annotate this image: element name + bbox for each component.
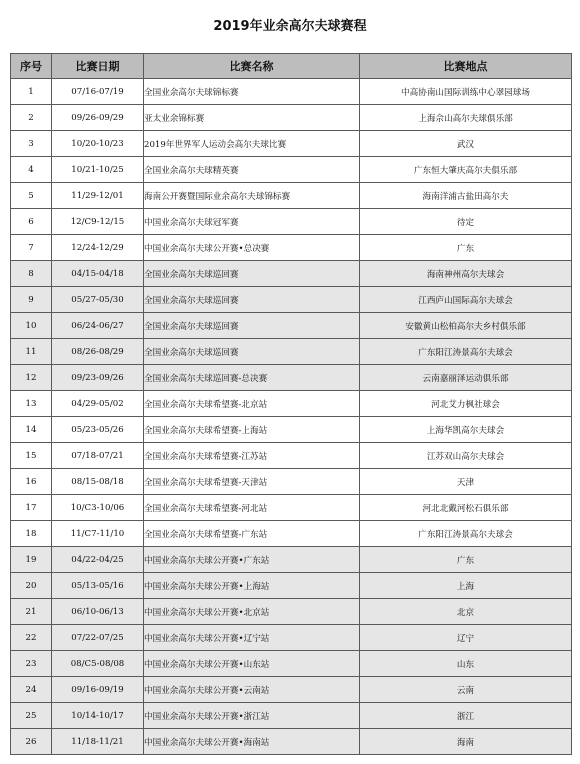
table-row: [11, 651, 572, 677]
row-location: 广东阳江涛景高尔夫球会: [360, 339, 572, 365]
row-event-name: 全国业余高尔夫球希望赛-广东站: [144, 521, 360, 547]
row-date: 07/16-07/19: [52, 79, 144, 105]
row-event-name: 亚太业余锦标赛: [144, 105, 360, 131]
row-index: 13: [11, 391, 52, 417]
row-event-name: 中国业余高尔夫球公开赛•辽宁站: [144, 625, 360, 651]
row-index: 20: [11, 573, 52, 599]
row-index: 26: [11, 729, 52, 755]
row-location: 河北北戴河松石俱乐部: [360, 495, 572, 521]
table-row: [11, 131, 572, 157]
table-row: [11, 469, 572, 495]
row-index: 11: [11, 339, 52, 365]
row-location: 云南嘉丽泽运动俱乐部: [360, 365, 572, 391]
table-row: [11, 703, 572, 729]
table-row: [11, 105, 572, 131]
table-row: [11, 495, 572, 521]
row-event-name: 中国业余高尔夫球公开赛•海南站: [144, 729, 360, 755]
row-event-name: 中国业余高尔夫球公开赛•云南站: [144, 677, 360, 703]
header-date: 比赛日期: [52, 54, 144, 79]
row-index: 7: [11, 235, 52, 261]
row-location: 海南洋浦古盐田高尔夫: [360, 183, 572, 209]
table-row: [11, 261, 572, 287]
row-event-name: 全国业余高尔夫球精英赛: [144, 157, 360, 183]
row-date: 06/10-06/13: [52, 599, 144, 625]
table-header-row: [11, 54, 572, 79]
row-location: 广东: [360, 235, 572, 261]
row-location: 江苏双山高尔夫球会: [360, 443, 572, 469]
table-row: [11, 365, 572, 391]
row-location: 待定: [360, 209, 572, 235]
row-location: 广东: [360, 547, 572, 573]
row-location: 海南: [360, 729, 572, 755]
row-event-name: 全国业余高尔夫球锦标赛: [144, 79, 360, 105]
row-location: 海南神州高尔夫球会: [360, 261, 572, 287]
row-event-name: 中国业余高尔夫球公开赛•广东站: [144, 547, 360, 573]
row-date: 10/C3-10/06: [52, 495, 144, 521]
row-date: 07/22-07/25: [52, 625, 144, 651]
row-index: 17: [11, 495, 52, 521]
row-date: 04/29-05/02: [52, 391, 144, 417]
row-event-name: 全国业余高尔夫球希望赛-北京站: [144, 391, 360, 417]
table-row: [11, 677, 572, 703]
row-date: 08/15-08/18: [52, 469, 144, 495]
page-title: 2019年业余高尔夫球赛程: [213, 19, 367, 34]
row-index: 14: [11, 417, 52, 443]
row-location: 浙江: [360, 703, 572, 729]
row-index: 12: [11, 365, 52, 391]
table-row: [11, 547, 572, 573]
row-location: 上海: [360, 573, 572, 599]
schedule-table: [10, 53, 572, 755]
row-index: 1: [11, 79, 52, 105]
header-location: 比赛地点: [360, 54, 572, 79]
header-event-name: 比赛名称: [144, 54, 360, 79]
row-event-name: 全国业余高尔夫球希望赛-江苏站: [144, 443, 360, 469]
table-row: [11, 573, 572, 599]
row-date: 11/18-11/21: [52, 729, 144, 755]
row-event-name: 全国业余高尔夫球巡回赛: [144, 313, 360, 339]
row-index: 24: [11, 677, 52, 703]
row-location: 云南: [360, 677, 572, 703]
row-index: 9: [11, 287, 52, 313]
row-index: 19: [11, 547, 52, 573]
row-index: 25: [11, 703, 52, 729]
row-event-name: 全国业余高尔夫球希望赛-天津站: [144, 469, 360, 495]
row-index: 16: [11, 469, 52, 495]
row-date: 11/29-12/01: [52, 183, 144, 209]
row-date: 07/18-07/21: [52, 443, 144, 469]
row-event-name: 全国业余高尔夫球希望赛-河北站: [144, 495, 360, 521]
row-date: 10/14-10/17: [52, 703, 144, 729]
row-date: 09/26-09/29: [52, 105, 144, 131]
row-event-name: 全国业余高尔夫球巡回赛: [144, 261, 360, 287]
row-index: 21: [11, 599, 52, 625]
row-event-name: 海南公开赛暨国际业余高尔夫球锦标赛: [144, 183, 360, 209]
row-index: 6: [11, 209, 52, 235]
table-row: [11, 183, 572, 209]
row-date: 12/24-12/29: [52, 235, 144, 261]
row-index: 5: [11, 183, 52, 209]
row-date: 05/13-05/16: [52, 573, 144, 599]
row-event-name: 中国业余高尔夫球冠军赛: [144, 209, 360, 235]
row-event-name: 全国业余高尔夫球巡回赛-总决赛: [144, 365, 360, 391]
table-row: [11, 625, 572, 651]
row-location: 安徽黄山松柏高尔夫乡村俱乐部: [360, 313, 572, 339]
table-row: [11, 79, 572, 105]
table-body: [11, 79, 572, 755]
row-index: 10: [11, 313, 52, 339]
row-location: 中高协南山国际训练中心翠园球场: [360, 79, 572, 105]
row-index: 18: [11, 521, 52, 547]
row-event-name: 中国业余高尔夫球公开赛•总决赛: [144, 235, 360, 261]
table-row: [11, 417, 572, 443]
row-location: 辽宁: [360, 625, 572, 651]
row-index: 2: [11, 105, 52, 131]
table-row: [11, 157, 572, 183]
row-date: 09/16-09/19: [52, 677, 144, 703]
row-index: 15: [11, 443, 52, 469]
row-event-name: 中国业余高尔夫球公开赛•上海站: [144, 573, 360, 599]
row-date: 04/22-04/25: [52, 547, 144, 573]
row-date: 06/24-06/27: [52, 313, 144, 339]
row-date: 05/27-05/30: [52, 287, 144, 313]
row-event-name: 中国业余高尔夫球公开赛•浙江站: [144, 703, 360, 729]
row-date: 08/26-08/29: [52, 339, 144, 365]
row-location: 广东恒大肇庆高尔夫俱乐部: [360, 157, 572, 183]
row-date: 08/C5-08/08: [52, 651, 144, 677]
row-location: 武汉: [360, 131, 572, 157]
row-index: 4: [11, 157, 52, 183]
row-index: 23: [11, 651, 52, 677]
table-row: [11, 209, 572, 235]
row-date: 05/23-05/26: [52, 417, 144, 443]
row-location: 上海佘山高尔夫球俱乐部: [360, 105, 572, 131]
row-date: 12/C9-12/15: [52, 209, 144, 235]
row-date: 04/15-04/18: [52, 261, 144, 287]
table-row: [11, 235, 572, 261]
row-index: 8: [11, 261, 52, 287]
row-date: 09/23-09/26: [52, 365, 144, 391]
row-location: 河北艾力枫社球会: [360, 391, 572, 417]
row-date: 10/21-10/25: [52, 157, 144, 183]
row-location: 天津: [360, 469, 572, 495]
row-index: 3: [11, 131, 52, 157]
row-event-name: 全国业余高尔夫球巡回赛: [144, 339, 360, 365]
row-location: 山东: [360, 651, 572, 677]
table-row: [11, 391, 572, 417]
row-event-name: 中国业余高尔夫球公开赛•山东站: [144, 651, 360, 677]
table-row: [11, 287, 572, 313]
row-location: 北京: [360, 599, 572, 625]
row-date: 10/20-10/23: [52, 131, 144, 157]
table-row: [11, 729, 572, 755]
table-row: [11, 521, 572, 547]
row-date: 11/C7-11/10: [52, 521, 144, 547]
table-row: [11, 443, 572, 469]
row-location: 上海华凯高尔夫球会: [360, 417, 572, 443]
row-event-name: 全国业余高尔夫球希望赛-上海站: [144, 417, 360, 443]
table-row: [11, 599, 572, 625]
row-event-name: 全国业余高尔夫球巡回赛: [144, 287, 360, 313]
row-location: 广东阳江涛景高尔夫球会: [360, 521, 572, 547]
row-event-name: 2019年世界军人运动会高尔夫球比赛: [144, 131, 360, 157]
row-event-name: 中国业余高尔夫球公开赛•北京站: [144, 599, 360, 625]
table-row: [11, 313, 572, 339]
header-index: 序号: [11, 54, 52, 79]
row-index: 22: [11, 625, 52, 651]
table-row: [11, 339, 572, 365]
row-location: 江西庐山国际高尔夫球会: [360, 287, 572, 313]
